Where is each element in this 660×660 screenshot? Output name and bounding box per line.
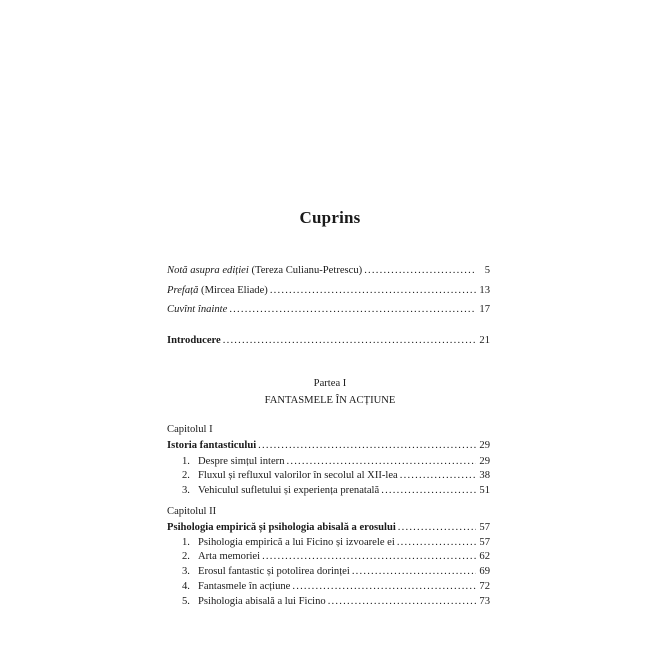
toc-subentry[interactable] [182, 565, 490, 579]
toc-entry-label: Erosul fantastic și potolirea dorinței [198, 566, 350, 577]
toc-entry-author: (Tereza Culianu-Petrescu) [248, 265, 363, 276]
subentry-number: 1. [182, 537, 190, 548]
dot-leader [229, 303, 476, 317]
part-label: Partea I [313, 378, 347, 389]
toc-page-number: 17 [479, 304, 490, 315]
toc-entry-label: Cuvînt înainte [167, 304, 228, 315]
dot-leader [328, 595, 476, 609]
toc-entry-label: Fluxul și refluxul valorilor în secolul al XII-lea [198, 470, 398, 481]
dot-leader [400, 469, 476, 483]
dot-leader [397, 536, 476, 550]
subentry-number: 2. [182, 470, 190, 481]
toc-entry-label: Psihologia abisală a lui Ficino [198, 596, 326, 607]
dot-leader [258, 439, 476, 453]
toc-subentry[interactable] [182, 550, 490, 564]
page-title: Cuprins [299, 208, 361, 227]
toc-page-number: 29 [479, 440, 490, 451]
toc-subentry[interactable] [182, 469, 490, 483]
toc-page-number: 57 [479, 522, 490, 533]
toc-page-number: 69 [479, 566, 490, 577]
subentry-number: 5. [182, 596, 190, 607]
subentry-number: 3. [182, 485, 190, 496]
toc-subentry[interactable] [182, 580, 490, 594]
toc-page-number: 57 [479, 537, 490, 548]
toc-entry-label: Notă asupra ediției [167, 265, 249, 276]
subentry-number: 3. [182, 566, 190, 577]
part-title: FANTASMELE ÎN ACȚIUNE [264, 395, 396, 406]
toc-page-number: 5 [484, 265, 490, 276]
chapter-label: Capitolul I [167, 424, 213, 435]
dot-leader [292, 580, 476, 594]
toc-subentry[interactable] [182, 595, 490, 609]
toc-page-number: 62 [479, 551, 490, 562]
toc-page-number: 73 [479, 596, 490, 607]
toc-page-number: 21 [479, 335, 490, 346]
dot-leader [262, 550, 476, 564]
toc-page-number: 13 [479, 285, 490, 296]
toc-entry-label: Prefață [167, 285, 199, 296]
toc-entry-label: Fantasmele în acțiune [198, 581, 291, 592]
toc-chapter-title[interactable] [167, 521, 490, 535]
toc-page-number: 72 [479, 581, 490, 592]
subentry-number: 4. [182, 581, 190, 592]
subentry-number: 2. [182, 551, 190, 562]
dot-leader [223, 334, 476, 348]
toc-page-number: 51 [479, 485, 490, 496]
toc-entry-label: Psihologia empirică și psihologia abisală a erosului [167, 522, 396, 533]
toc-subentry[interactable] [182, 455, 490, 469]
toc-chapter-title[interactable] [167, 439, 490, 453]
toc-entry-label: Istoria fantasticului [167, 440, 257, 451]
dot-leader [287, 455, 477, 469]
toc-entry-label: Introducere [167, 335, 221, 346]
subentry-number: 1. [182, 456, 190, 467]
dot-leader [381, 484, 476, 498]
toc-entry-introducere[interactable] [167, 334, 490, 348]
toc-entry-label: Vehiculul sufletului și experiența prenatală [198, 485, 380, 496]
toc-entry-cuvint-inainte[interactable] [167, 303, 490, 317]
dot-leader [364, 264, 476, 278]
toc-entry-label: Psihologia empirică a lui Ficino și izvoarele ei [198, 537, 395, 548]
toc-page-number: 38 [479, 470, 490, 481]
dot-leader [270, 284, 476, 298]
toc-entry-nota[interactable] [167, 264, 490, 278]
dot-leader [352, 565, 476, 579]
toc-entry-prefata[interactable] [167, 284, 490, 298]
dot-leader [398, 521, 476, 535]
chapter-label: Capitolul II [167, 506, 217, 517]
toc-entry-author: (Mircea Eliade) [198, 285, 268, 296]
toc-subentry[interactable] [182, 536, 490, 550]
toc-subentry[interactable] [182, 484, 490, 498]
toc-page-number: 29 [479, 456, 490, 467]
toc-entry-label: Arta memoriei [198, 551, 261, 562]
toc-entry-label: Despre simțul intern [198, 456, 285, 467]
